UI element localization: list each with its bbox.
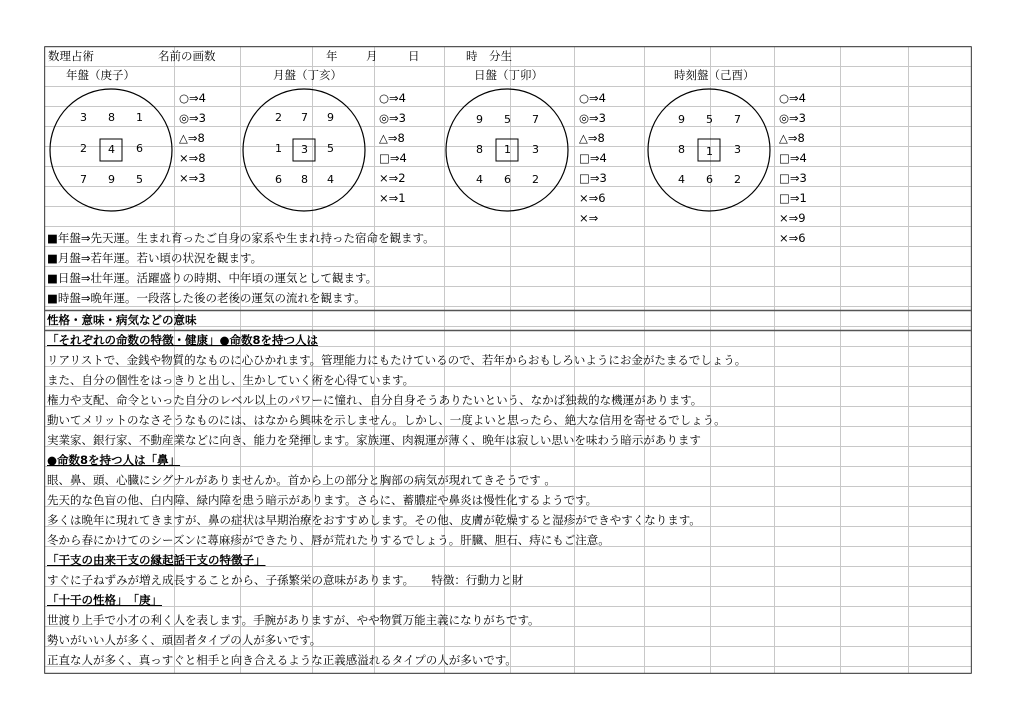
hour-grid-r2c1: 6: [706, 173, 713, 186]
day-grid-r0c0: 9: [476, 113, 483, 126]
year-grid-r0c1: 8: [108, 111, 115, 124]
month-grid-r1c2: 5: [327, 142, 334, 155]
day-relation: ○⇒4: [579, 91, 606, 105]
year-grid-r1c1: 4: [108, 143, 115, 156]
month-grid-r0c0: 2: [275, 111, 282, 124]
year-grid-r2c0: 7: [80, 173, 87, 186]
hour-grid-r0c0: 9: [678, 113, 685, 126]
section-line: 勢いがいい人が多く、頑固者タイプの人が多いです。: [47, 633, 322, 647]
year-grid-r0c2: 1: [136, 111, 143, 124]
board-note: ■日盤⇒壮年運。活躍盛りの時期、中年頃の運気として観ます。: [47, 271, 378, 285]
year-relation: △⇒8: [179, 131, 205, 145]
section-line: すぐに子ねずみが増え成長することから、子孫繁栄の意味があります。 特徴：行動力と財: [47, 573, 524, 587]
section-heading: 「それぞれの命数の特徴・健康」●命数8を持つ人は: [47, 333, 319, 347]
birth-day-label: 日: [408, 49, 420, 63]
section-heading: 「十干の性格」 「庚」: [47, 593, 162, 607]
hour-relation: ○⇒4: [779, 91, 806, 105]
month-grid-r1c1: 3: [301, 143, 308, 156]
month-relation: △⇒8: [379, 131, 405, 145]
section-line: 正直な人が多く、真っすぐと相手と向き合えるような正義感溢れるタイプの人が多いです。: [47, 653, 517, 667]
year-relation: ×⇒3: [179, 171, 206, 185]
birth-year-label: 年: [326, 49, 338, 63]
chart-hour-label: 時刻盤（己酉）: [674, 68, 755, 82]
day-grid-r1c0: 8: [476, 143, 483, 156]
month-grid-r0c1: 7: [301, 111, 308, 124]
year-grid-r2c2: 5: [136, 173, 143, 186]
month-grid-r1c0: 1: [275, 142, 282, 155]
section-line: また、自分の個性をはっきりと出し、生かしていく術を心得ています。: [47, 373, 415, 387]
day-relation: ×⇒: [579, 211, 599, 225]
year-grid-r0c0: 3: [80, 111, 87, 124]
day-chart: [444, 87, 570, 213]
section-line: 実業家、銀行家、不動産業などに向き、能力を発揮します。家族運、肉親運が薄く、晩年は寂しい思いを味わう暗示があります: [47, 433, 701, 447]
month-relation: ○⇒4: [379, 91, 406, 105]
day-grid-r1c2: 3: [532, 143, 539, 156]
month-grid-r0c2: 9: [327, 111, 334, 124]
hour-grid-r1c2: 3: [734, 143, 741, 156]
day-relation: △⇒8: [579, 131, 605, 145]
day-grid-r1c1: 1: [504, 143, 511, 156]
section-line: 動いてメリットのなさそうなものには、はなから興味を示しません。しかし、一度よいと思ったら、絶大な信用を寄せるでしょう。: [47, 413, 726, 427]
chart-month-label: 月盤（丁亥）: [273, 68, 342, 82]
year-grid-r2c1: 9: [108, 173, 115, 186]
month-relation: ◎⇒3: [379, 111, 406, 125]
day-grid-r2c0: 4: [476, 173, 483, 186]
day-relation: ◎⇒3: [579, 111, 606, 125]
section-line: 眼、鼻、頭、心臓にシグナルがありませんか。首から上の部分と胸部の病気が現れてきそうです 。: [47, 473, 556, 487]
day-grid-r2c2: 2: [532, 173, 539, 186]
section-line: リアリストで、金銭や物質的なものに心ひかれます。管理能力にもたけているので、若年からおもしろいようにお金がたまるでしょう。: [47, 353, 747, 367]
day-relation: □⇒4: [579, 151, 607, 165]
birth-month-label: 月: [366, 49, 378, 63]
day-relation: □⇒3: [579, 171, 607, 185]
hour-grid-r1c1: 1: [706, 145, 713, 158]
month-grid-r2c0: 6: [275, 173, 282, 186]
section-title: 性格・意味・病気などの意味: [47, 313, 197, 327]
month-grid-r2c1: 8: [301, 173, 308, 186]
sheet-title: 数理占術: [48, 49, 94, 63]
hour-relation: ◎⇒3: [779, 111, 806, 125]
year-relation: ×⇒8: [179, 151, 206, 165]
hour-grid-r0c2: 7: [734, 113, 741, 126]
day-relation: ×⇒6: [579, 191, 606, 205]
month-relation: ×⇒2: [379, 171, 406, 185]
month-relation: □⇒4: [379, 151, 407, 165]
hour-relation: △⇒8: [779, 131, 805, 145]
hour-grid-r0c1: 5: [706, 113, 713, 126]
day-grid-r0c2: 7: [532, 113, 539, 126]
day-grid-r2c1: 6: [504, 173, 511, 186]
section-heading: ●命数8を持つ人は「鼻」: [47, 453, 181, 467]
hour-grid-r2c2: 2: [734, 173, 741, 186]
board-note: ■時盤⇒晩年運。一段落した後の老後の運気の流れを観ます。: [47, 291, 366, 305]
hour-grid-r2c0: 4: [678, 173, 685, 186]
hour-relation: □⇒3: [779, 171, 807, 185]
section-line: 先天的な色盲の他、白内障、緑内障を患う暗示があります。さらに、蓄膿症や鼻炎は慢性化するようです。: [47, 493, 598, 507]
name-strokes-label: 名前の画数: [158, 49, 216, 63]
chart-day-label: 日盤（丁卯）: [474, 68, 543, 82]
year-grid-r1c0: 2: [80, 142, 87, 155]
section-line: 多くは晩年に現れてきますが、鼻の症状は早期治療をおすすめします。その他、皮膚が乾燥すると湿疹ができやすくなります。: [47, 513, 701, 527]
chart-year-label: 年盤（庚子）: [66, 68, 135, 82]
hour-chart: [646, 87, 772, 213]
board-note: ■年盤⇒先天運。生まれ育ったご自身の家系や生まれ持った宿命を観ます。: [47, 231, 435, 245]
hour-relation: ×⇒9: [779, 211, 806, 225]
hour-grid-r1c0: 8: [678, 143, 685, 156]
year-chart: [48, 87, 174, 213]
month-grid-r2c2: 4: [327, 173, 334, 186]
year-grid-r1c2: 6: [136, 142, 143, 155]
year-relation: ◎⇒3: [179, 111, 206, 125]
hour-relation: □⇒1: [779, 191, 807, 205]
section-line: 冬から春にかけてのシーズンに蕁麻疹ができたり、唇が荒れたりするでしょう。肝臓、胆石、痔にもご注意。: [47, 533, 610, 547]
section-line: 権力や支配、命令といった自分のレベル以上のパワーに憧れ、自分自身そうありたいという、なかば独裁的な機運があります。: [47, 393, 703, 407]
board-note: ■月盤⇒若年運。若い頃の状況を観ます。: [47, 251, 263, 265]
month-relation: ×⇒1: [379, 191, 406, 205]
month-chart: [241, 87, 367, 213]
hour-relation: □⇒4: [779, 151, 807, 165]
section-line: 世渡り上手で小才の利く人を表します。手腕がありますが、やや物質万能主義になりがちです。: [47, 613, 540, 627]
hour-relation: ×⇒6: [779, 231, 806, 245]
year-relation: ○⇒4: [179, 91, 206, 105]
birth-time-label: 時 分生: [466, 49, 512, 63]
fortune-sheet: [44, 46, 972, 674]
section-heading: 「干支の由来干支の縁起話干支の特徴子」: [47, 553, 266, 567]
day-grid-r0c1: 5: [504, 113, 511, 126]
